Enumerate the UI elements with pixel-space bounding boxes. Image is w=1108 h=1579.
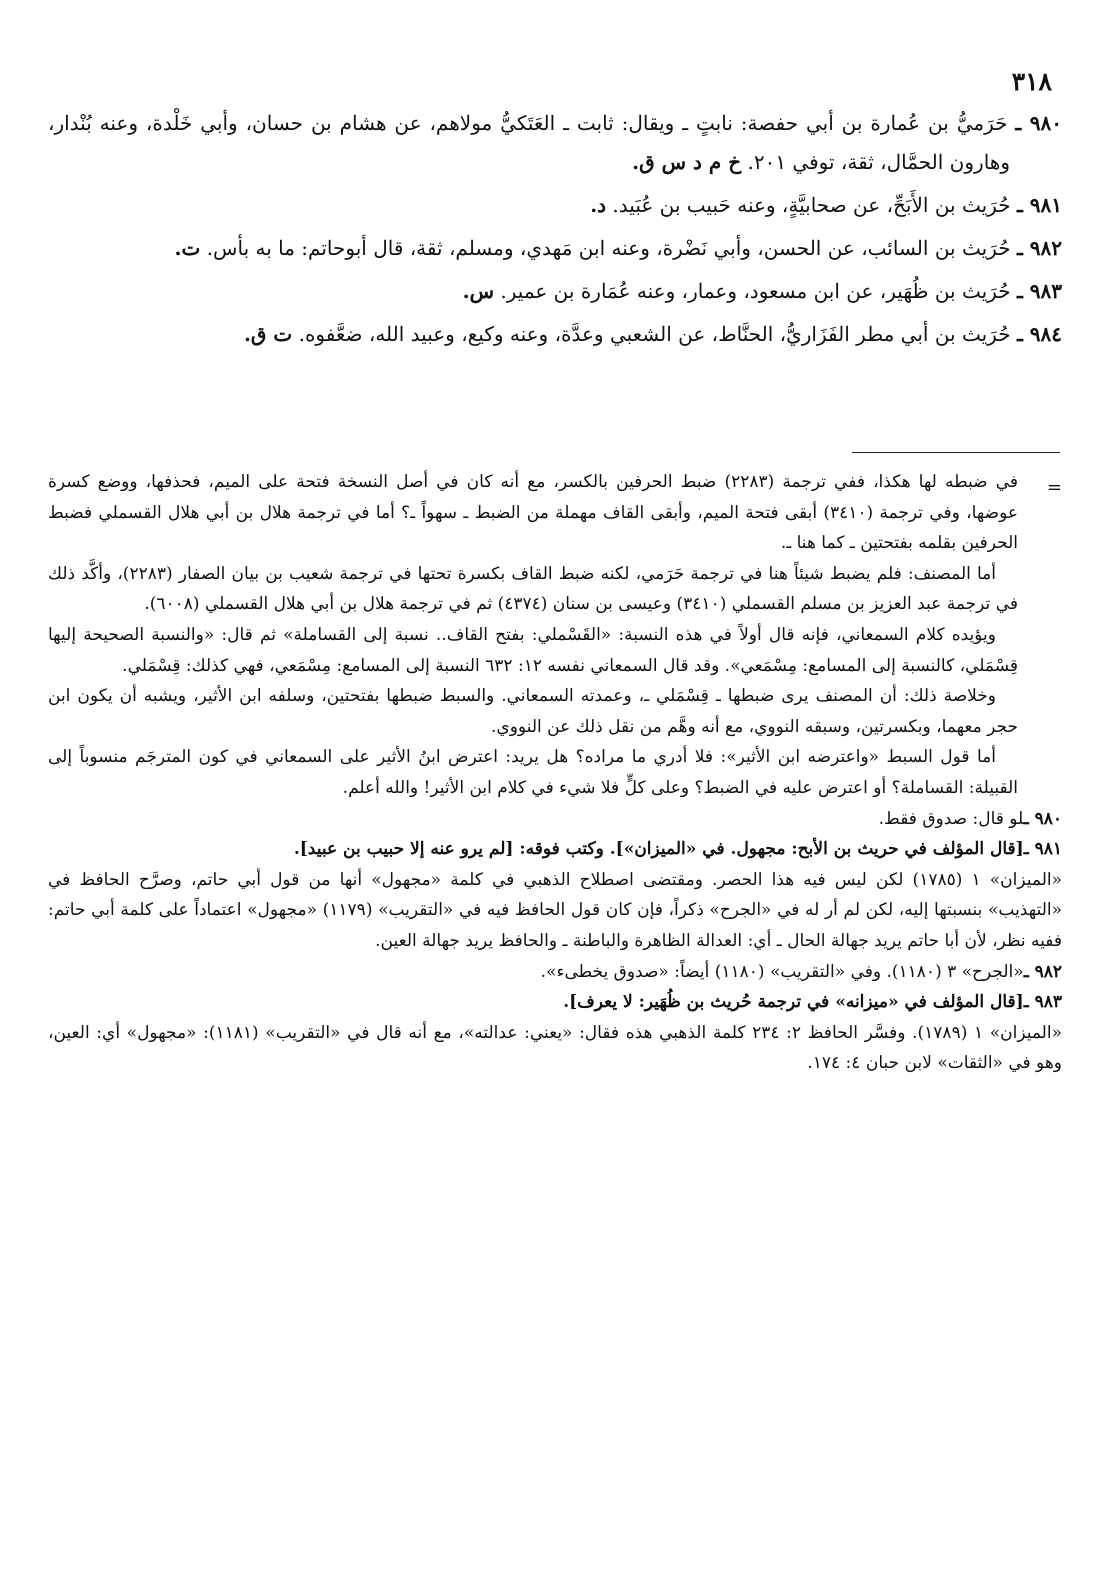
- entry-number: ٩٨٤ ـ: [1016, 322, 1062, 346]
- entry-number: ٩٨١ ـ: [1016, 193, 1062, 217]
- footnote-number: ٩٨١ ـ: [1023, 839, 1062, 860]
- entry-984: [48, 315, 1062, 354]
- main-text: [48, 104, 1062, 354]
- footnote-number: ٩٨٢ ـ: [1023, 961, 1062, 982]
- footnote-quote: [قال المؤلف في «ميزانه» في ترجمة حُريث بن ظُهَير: لا يعرف].: [563, 992, 1024, 1013]
- entry-text: حُرَيث بن أبي مطر الفَزَاريُّ، الحنَّاط، عن الشعبي وعدَّة، وعنه وكيع، وعبيد الله، ضعَّفوه.: [298, 322, 1011, 346]
- entry-number: ٩٨٣ ـ: [1016, 279, 1062, 303]
- entry-981: [48, 186, 1062, 225]
- note-paragraph: في ضبطه لها هكذا، ففي ترجمة (٢٢٨٣) ضبط الحرفين بالكسر، مع أنه كان في أصل النسخة فتحة على الميم، فحذفها، ووضع كسرة عوضها، وفي ترجمة (٣٤١٠) أبقى فتحة الميم، وأبقى القاف مهملة من الضبط ـ سهواً ـ؟ أما في ترجمة هلال بن أبي هلال القسملي فضبط الحرفين بقلمه بفتحتين ـ كما هنا ـ.: [48, 472, 1018, 554]
- entry-text: حُرَيث بن السائب، عن الحسن، وأبي نَضْرة، وعنه ابن مَهدي، ومسلم، ثقة، قال أبوحاتم: ما به بأس.: [206, 236, 1011, 260]
- footnotes: [48, 467, 1062, 804]
- footnote-quote: [قال المؤلف في حريث بن الأبح: مجهول. في «الميزان»]. وكتب فوقه: [لم يرو عنه إلا حبيب بن عبيد].: [293, 839, 1024, 860]
- footnote-text: لو قال: صدوق فقط.: [878, 808, 1024, 829]
- footnote-980: [48, 804, 1062, 835]
- entry-codes: ت.: [174, 236, 201, 260]
- entry-codes: ت ق.: [243, 322, 293, 346]
- entry-codes: د.: [590, 193, 607, 217]
- footnote-number: ٩٨٣ ـ: [1023, 992, 1062, 1013]
- continuation-mark: =: [1046, 477, 1062, 498]
- entry-text: حُرَيث بن ظُهَير، عن ابن مسعود، وعمار، وعنه عُمَارة بن عمير.: [500, 279, 1011, 303]
- entry-codes: خ م د س ق.: [632, 150, 742, 174]
- footnote-981: [48, 834, 1062, 865]
- entry-980: [48, 104, 1062, 182]
- footnote-982: [48, 957, 1062, 988]
- note-paragraph: ويؤيده كلام السمعاني، فإنه قال أولاً في هذه النسبة: «القَسْملي: بفتح القاف.. نسبة إلى القساملة» ثم قال: «والنسبة الصحيحة إليها قِسْمَلي، كالنسبة إلى المسامع: مِسْمَعي». وقد قال السمعاني نفسه ١٢: ٦٣٢ النسبة إلى المسامع: مِسْمَعي، فهي كذلك: قِسْمَلي.: [48, 624, 1018, 676]
- note-paragraph: أما المصنف: فلم يضبط شيئاً هنا في ترجمة حَرَمي، لكنه ضبط القاف بكسرة تحتها في ترجمة شعيب بن بيان الصفار (٢٢٨٣)، وأكَّد ذلك في ترجمة عبد العزيز بن مسلم القسملي (٣٤١٠) وعيسى بن سنان (٤٣٧٤) ثم في ترجمة هلال بن أبي هلال القسملي (٦٠٠٨).: [48, 563, 1018, 615]
- entry-number: ٩٨٢ ـ: [1016, 236, 1062, 260]
- footnote-number: ٩٨٠ ـ: [1023, 808, 1062, 829]
- note-paragraph: وخلاصة ذلك: أن المصنف يرى ضبطها ـ قِسْمَلي ـ، وعمدته السمعاني. والسبط ضبطها بفتحتين، وسلفه ابن الأثير، ويشبه أن يكون ابن حجر معهما، وبكسرتين، وسبقه النووي، مع أنه وهَّم من نقل ذلك عن النووي.: [48, 686, 1018, 737]
- footnote-981-body: «الميزان» ١ (١٧٨٥) لكن ليس فيه هذا الحصر. ومقتضى اصطلاح الذهبي في كلمة «مجهول» أنها من قول أبي حاتم، وصرَّح الحافظ في «التهذيب» بنسبتها إليه، لكن لم أر له في «الجرح» ذكراً، فإن كان قول الحافظ فيه في «التقريب» (١١٧٩) «مجهول» اعتماداً على كلمة أبي حاتم: ففيه نظر، لأن أبا حاتم يريد جهالة الحال ـ أي: العدالة الظاهرة والباطنة ـ والحافظ يريد جهالة العين.: [48, 869, 1062, 951]
- entry-983: [48, 272, 1062, 311]
- page-number: ٣١٨: [1011, 67, 1052, 96]
- footnote-983-body: «الميزان» ١ (١٧٨٩). وفسَّر الحافظ ٢: ٢٣٤ كلمة الذهبي هذه فقال: «يعني: عدالته»، مع أنه قال في «التقريب» (١١٨١): «مجهول» أي: العين، وهو في «الثقات» لابن حبان ٤: ١٧٤.: [48, 1022, 1062, 1074]
- footnote-divider: [852, 452, 1060, 453]
- entry-text: حَرَميُّ بن عُمارة بن أبي حفصة: نابتٍ ـ ويقال: ثابت ـ العَتَكيُّ مولاهم، عن هشام بن حسان، وأبي خَلْدة، وعنه بُنْدار، وهارون الحمَّال، ثقة، توفي ٢٠١.: [48, 111, 1010, 174]
- note-paragraph: أما قول السبط «واعترضه ابن الأثير»: فلا أدري ما مراده؟ هل يريد: اعترض ابنُ الأثير على السمعاني في كون المترجَم منسوباً إلى القبيلة: القساملة؟ أو اعترض عليه في الضبط؟ وعلى كلٍّ فلا شيء في كلام ابن الأثير! والله أعلم.: [48, 747, 1018, 798]
- entry-number: ٩٨٠ ـ: [1015, 111, 1062, 135]
- footnote-983: [48, 987, 1062, 1018]
- entry-text: حُرَيث بن الأَبَحِّ، عن صحابيَّةٍ، وعنه حَبيب بن عُبَيد.: [612, 193, 1011, 217]
- numbered-footnotes: [48, 804, 1062, 1079]
- footnote-text: «الجرح» ٣ (١١٨٠). وفي «التقريب» (١١٨٠) أيضاً: «صدوق يخطىء».: [540, 961, 1024, 982]
- entry-codes: س.: [462, 279, 495, 303]
- entry-982: [48, 229, 1062, 268]
